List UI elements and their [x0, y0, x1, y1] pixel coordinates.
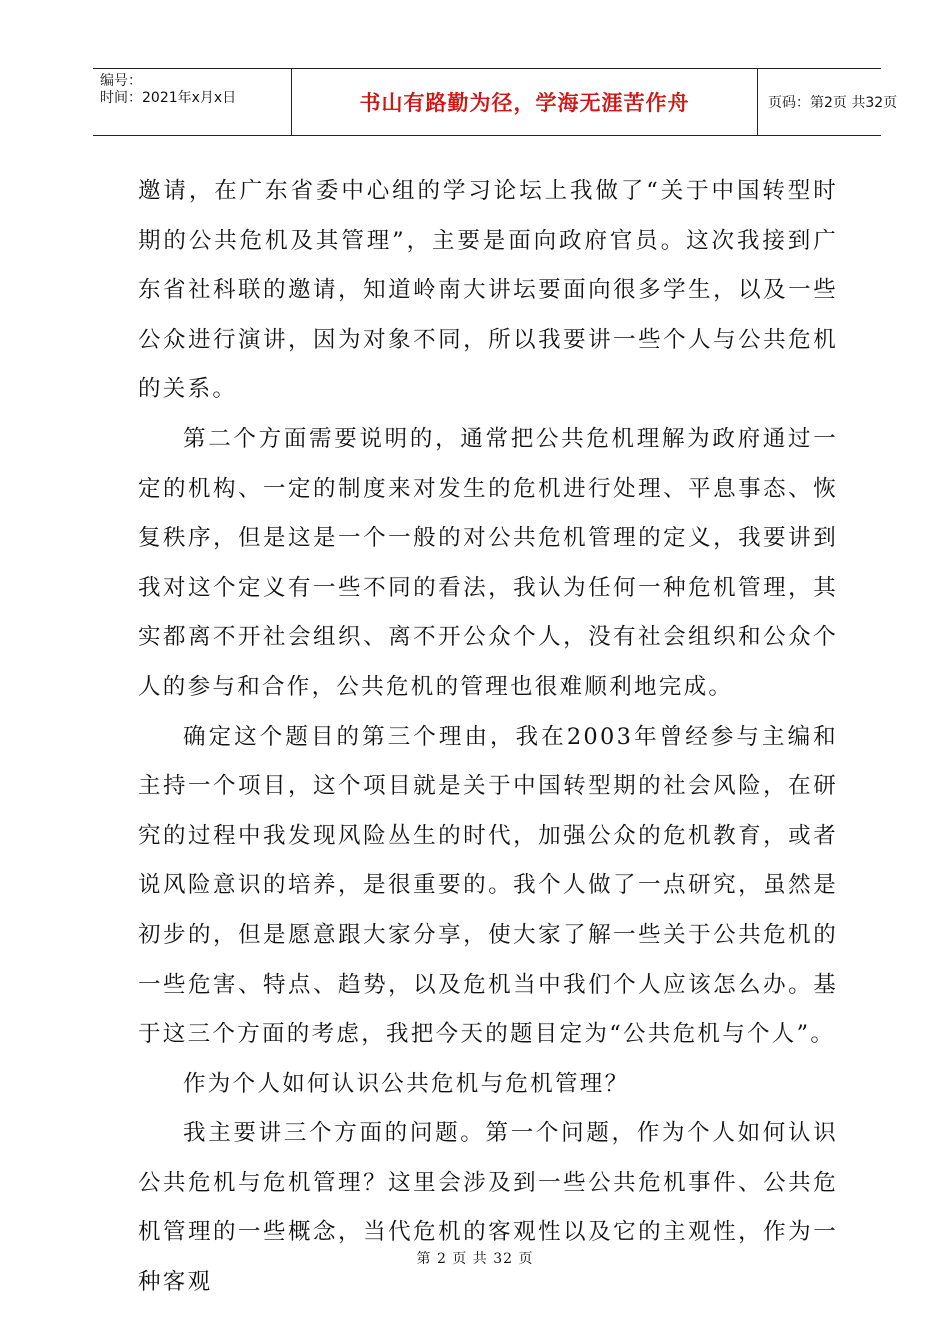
paragraph: 我主要讲三个方面的问题。第一个问题，作为个人如何认识公共危机与危机管理？这里会涉及到一些公共危机事件、公共危机管理的一些概念，当代危机的客观性以及它的主观性，作为一种客观 — [138, 1120, 838, 1296]
section-heading: 作为个人如何认识公共危机与危机管理？ — [183, 1070, 630, 1097]
paragraph: 邀请，在广东省委中心组的学习论坛上我做了“关于中国转型时期的公共危机及其管理”，主要是面向政府官员。这次我接到广东省社科联的邀请，知道岭南大讲坛要面向很多学生，以及一些公众进行演讲，因为对象不同，所以我要讲一些个人与公共危机的关系。 — [138, 178, 838, 403]
header-page-info: 页码：第2页 共32页 — [768, 95, 898, 111]
date-label: 时间：2021年x月x日 — [100, 90, 237, 106]
paragraph: 确定这个题目的第三个理由，我在2003年曾经参与主编和主持一个项目，这个项目就是关于中国转型期的社会风险，在研究的过程中我发现风险丛生的时代，加强公众的危机教育，或者说风险意识的培养，是很重要的。我个人做了一点研究，虽然是初步的，但是愿意跟大家分享，使大家了解一些关于公共危机的一些危害、特点、趋势，以及危机当中我们个人应该怎么办。基于这三个方面的考虑，我把今天的题目定为“公共危机与个人”。 — [138, 723, 838, 1048]
header-motto: 书山有路勤为径，学海无涯苦作舟 — [292, 69, 758, 135]
document-body — [138, 167, 838, 1308]
number-label: 编号： — [100, 73, 142, 89]
page-footer: 第 2 页 共 32 页 — [416, 1251, 534, 1267]
paragraph: 第二个方面需要说明的，通常把公共危机理解为政府通过一定的机构、一定的制度来对发生的危机进行处理、平息事态、恢复秩序，但是这是一个一般的对公共危机管理的定义，我要讲到我对这个定义有一些不同的看法，我认为任何一种危机管理，其实都离不开社会组织、离不开公众个人，没有社会组织和公众个人的参与和合作，公共危机的管理也很难顺利地完成。 — [138, 425, 838, 700]
page-header — [93, 68, 898, 136]
header-meta — [93, 69, 292, 135]
